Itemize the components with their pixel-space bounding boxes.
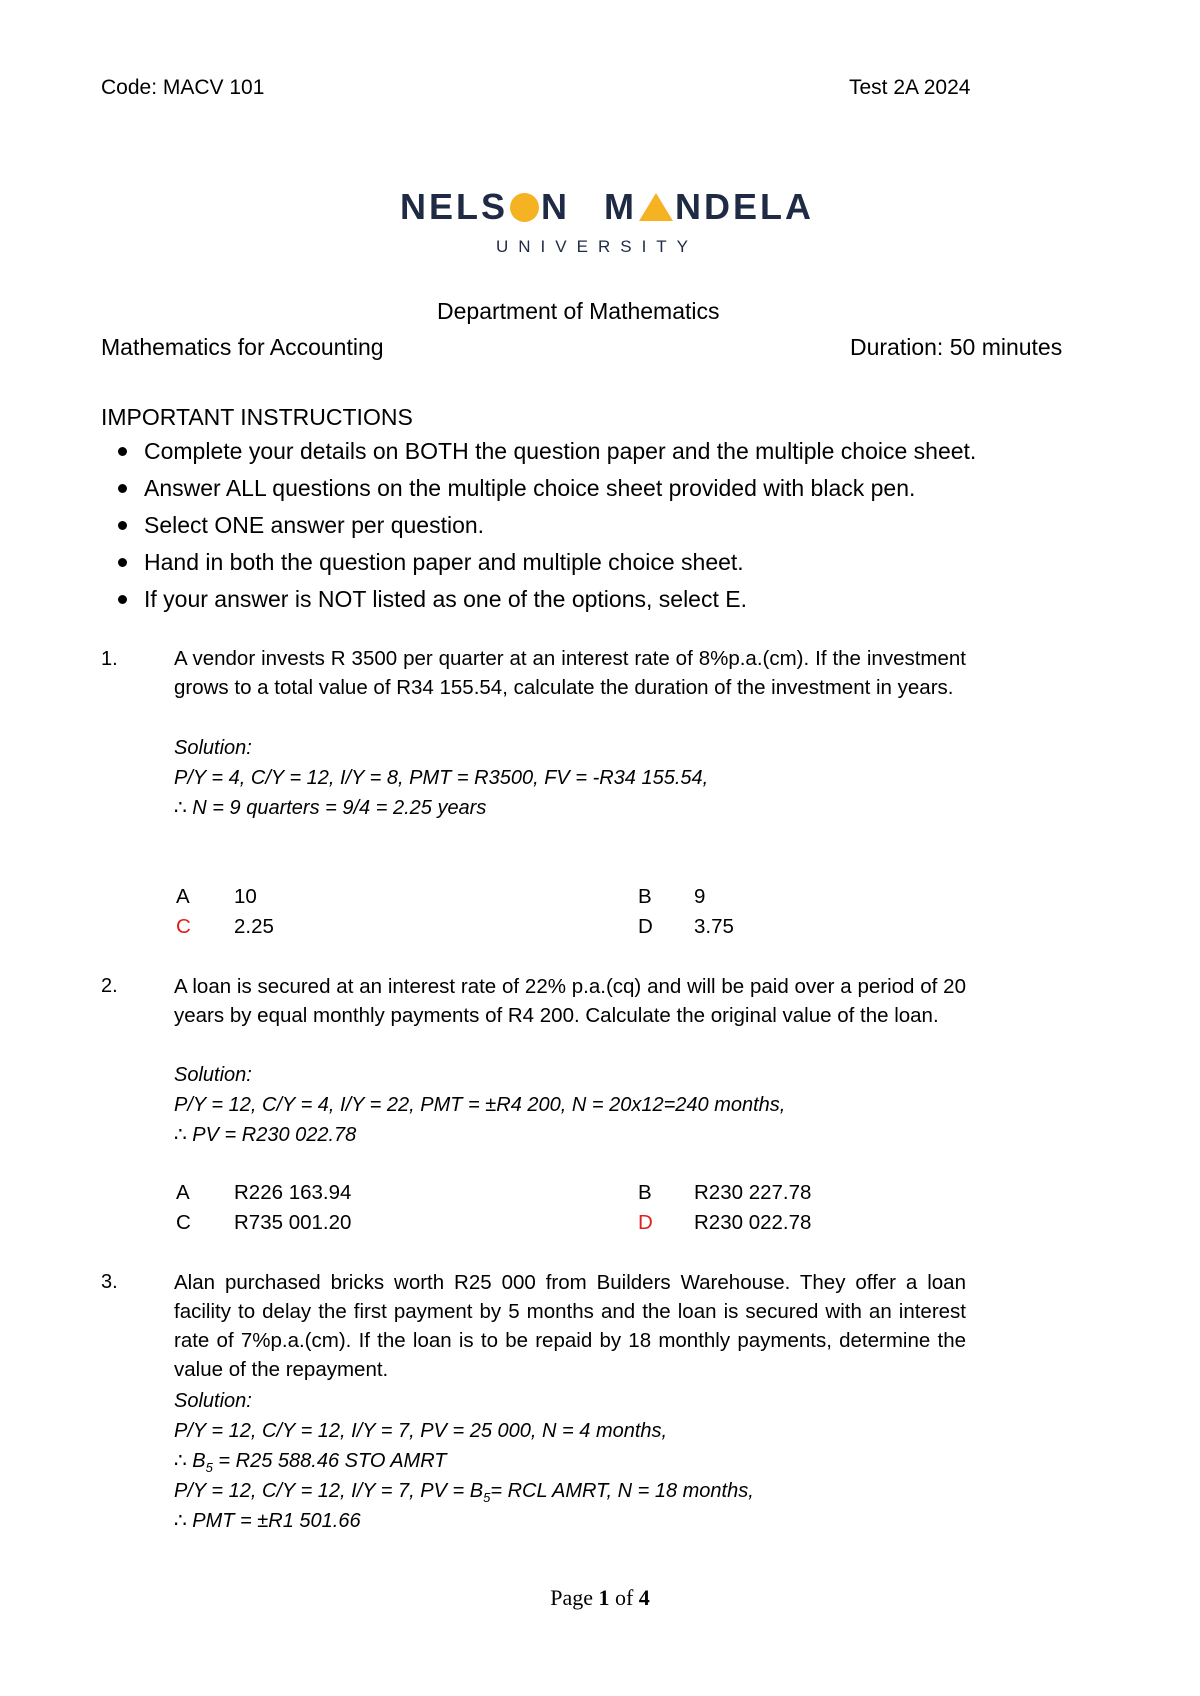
university-logo [400,186,814,228]
question-number: 2. [101,975,118,997]
duration-label: Duration: 50 minutes [850,334,1063,360]
logo-subtitle: UNIVERSITY [496,237,699,256]
option-letter: D [638,915,653,938]
question-text: A loan is secured at an interest rate of 22% p.a.(cq) and will be paid over a period of 20 years by equal monthly payments of R4 200. Calculate the original value of the loan. [174,975,966,1027]
solution-line: ∴ N = 9 quarters = 9/4 = 2.25 years [174,797,487,819]
instructions-list [101,433,976,618]
page-footer: Page 1 of 4 [550,1585,650,1610]
logo-text-part: M [604,186,638,227]
logo-text-part: N [541,186,571,227]
exam-code: Code: MACV 101 [101,76,265,99]
bullet-icon [118,521,127,530]
instruction-item: Select ONE answer per question. [101,507,976,544]
option-value: 2.25 [234,915,274,938]
solution-line: ∴ PMT = ±R1 501.66 [174,1510,361,1532]
solution-label: Solution: [174,1064,252,1086]
bullet-icon [118,595,127,604]
bullet-icon [118,484,127,493]
course-title: Mathematics for Accounting [101,334,384,360]
solution-line: P/Y = 12, C/Y = 12, I/Y = 7, PV = $B_5=$ RCL AMRT, N = 18 months, [174,1480,754,1505]
option-value: R230 227.78 [694,1181,812,1204]
instruction-item: Answer ALL questions on the multiple choice sheet provided with black pen. [101,470,976,507]
solution-line: P/Y = 4, C/Y = 12, I/Y = 8, PMT = R3500, FV = -R34 155.54, [174,767,709,789]
logo-text-part: NELS [400,186,509,227]
test-label: Test 2A 2024 [849,76,971,99]
logo-triangle-icon [639,193,673,221]
option-letter-correct: D [638,1211,653,1234]
option-letter-correct: C [176,915,191,938]
instruction-item: If your answer is NOT listed as one of the options, select E. [101,581,976,618]
solution-label: Solution: [174,1390,252,1412]
option-value: R735 001.20 [234,1211,352,1234]
option-letter: B [638,885,652,908]
logo-sun-icon [510,193,539,222]
question-number: 1. [101,648,118,670]
question-text: Alan purchased bricks worth R25 000 from Builders Warehouse. They offer a loan facility to delay the first payment by 5 months and the loan is secured with an interest rate of 7%p.a.(cm). If the loan is to be repaid by 18 monthly payments, determine the value of the repayment. [174,1271,966,1381]
solution-line: ∴ $B_5 = R25$ 588.46 STO AMRT [174,1450,447,1475]
bullet-icon [118,558,127,567]
option-value: 3.75 [694,915,734,938]
solution-line: ∴ PV = R230 022.78 [174,1124,357,1146]
option-value: R226 163.94 [234,1181,352,1204]
instruction-item: Complete your details on BOTH the question paper and the multiple choice sheet. [101,433,976,470]
question-number: 3. [101,1271,118,1293]
question-text: A vendor invests R 3500 per quarter at an interest rate of 8%p.a.(cm). If the investment grows to a total value of R34 155.54, calculate the duration of the investment in years. [174,647,966,699]
instructions-heading: IMPORTANT INSTRUCTIONS [101,404,413,430]
option-letter: C [176,1211,191,1234]
logo-text-part: NDELA [675,186,815,227]
solution-label: Solution: [174,737,252,759]
option-value: R230 022.78 [694,1211,812,1234]
solution-line: P/Y = 12, C/Y = 12, I/Y = 7, PV = 25 000, N = 4 months, [174,1420,668,1442]
option-value: 9 [694,885,706,908]
department-title: Department of Mathematics [437,298,720,324]
bullet-icon [118,447,127,456]
option-value: 10 [234,885,257,908]
option-letter: B [638,1181,652,1204]
solution-line: P/Y = 12, C/Y = 4, I/Y = 22, PMT = ±R4 200, N = 20x12=240 months, [174,1094,786,1116]
option-letter: A [176,885,190,908]
option-letter: A [176,1181,190,1204]
instruction-item: Hand in both the question paper and multiple choice sheet. [101,544,976,581]
